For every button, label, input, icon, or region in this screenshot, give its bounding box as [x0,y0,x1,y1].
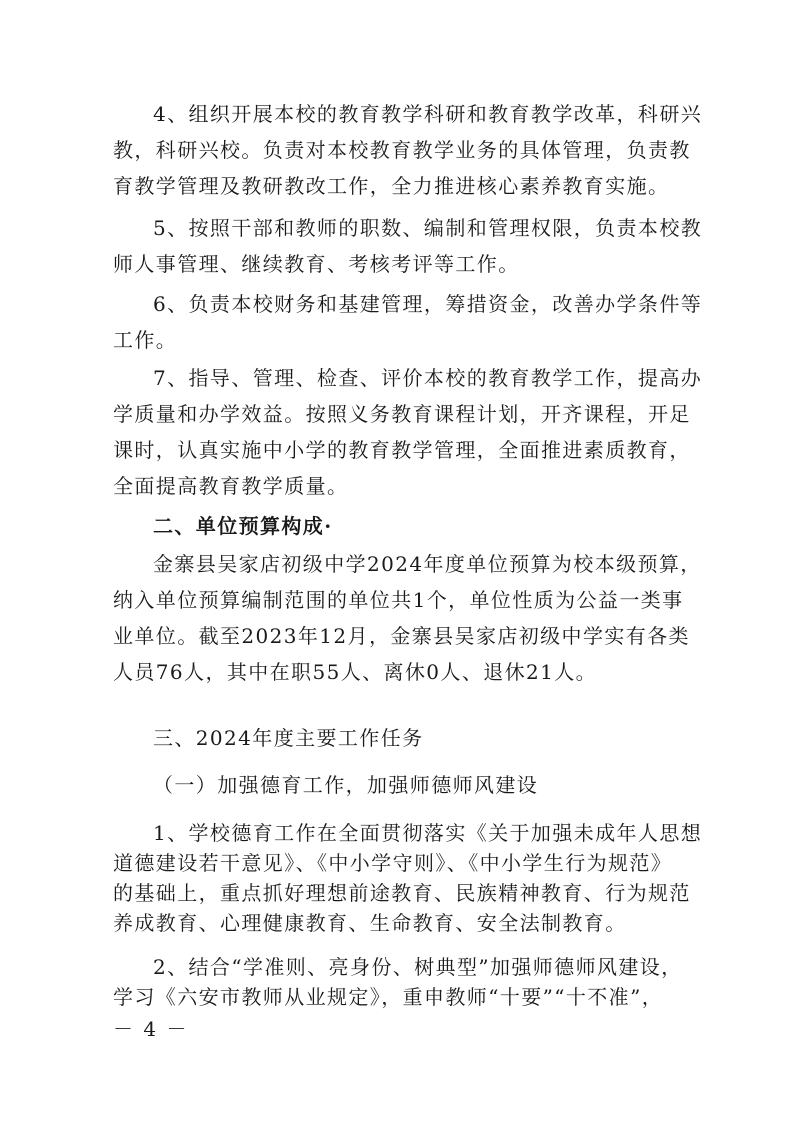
paragraph-item-4 [113,96,705,204]
paragraph-task-1 [113,818,705,938]
text-line: 业单位。截至2023年12月，金寨县吴家店初级中学实有各类 [113,624,690,648]
text-line: 7、指导、管理、检查、评价本校的教育教学工作，提高办 [153,366,703,390]
text-line: 的基础上，重点抓好理想前途教育、民族精神教育、行为规范 [113,881,691,905]
text-line: 全面提高教育教学质量。 [113,474,349,498]
text-line: 工作。 [113,328,178,352]
text-line: 教，科研兴校。负责对本校教育教学业务的具体管理，负责教 [113,138,691,162]
page-number: － 4 － [113,1017,189,1041]
paragraph-task-2 [113,952,705,1012]
paragraph-item-6 [113,286,705,358]
text-line: 金寨县吴家店初级中学2024年度单位预算为校本级预算， [153,552,702,576]
text-line: 纳入单位预算编制范围的单位共1个，单位性质为公益一类事 [113,588,684,612]
text-line: 6、负责本校财务和基建管理，筹措资金，改善办学条件等 [153,292,703,316]
text-line: 5、按照干部和教师的职数、编制和管理权限，负责本校教 [153,216,703,240]
text-line: 养成教育、心理健康教育、生命教育、安全法制教育。 [113,911,627,935]
text-line: 1、学校德育工作在全面贯彻落实《关于加强未成年人思想 [153,821,703,845]
heading-line: 二、单位预算构成· [153,514,333,538]
text-line: 育教学管理及教研教改工作，全力推进核心素养教育实施。 [113,174,670,198]
paragraph-budget [113,546,705,690]
text-line: 课时，认真实施中小学的教育教学管理，全面推进素质教育， [113,438,691,462]
text-line: 人员76人，其中在职55人、离休0人、退休21人。 [113,660,598,684]
text-line: 4、组织开展本校的教育教学科研和教育教学改革，科研兴 [153,102,703,126]
text-line: 2、结合“学准则、亮身份、树典型”加强师德师风建设， [153,955,683,979]
heading-line: 三、2024年度主要工作任务 [153,726,424,750]
section-heading-main-tasks [113,720,705,756]
paragraph-item-5 [113,210,705,282]
heading-line: （一）加强德育工作，加强师德师风建设 [153,773,539,797]
text-line: 师人事管理、继续教育、考核考评等工作。 [113,252,520,276]
text-line: 学质量和办学效益。按照义务教育课程计划，开齐课程，开足 [113,402,691,426]
text-line: 学习《六安市教师从业规定》，重申教师“十要”“十不准”， [113,985,664,1009]
paragraph-item-7 [113,360,705,504]
section-heading-budget-composition [113,508,705,544]
subheading-moral-education [113,767,705,803]
text-line: 道德建设若干意见》、《中小学守则》、《中小学生行为规范》 [113,851,673,875]
